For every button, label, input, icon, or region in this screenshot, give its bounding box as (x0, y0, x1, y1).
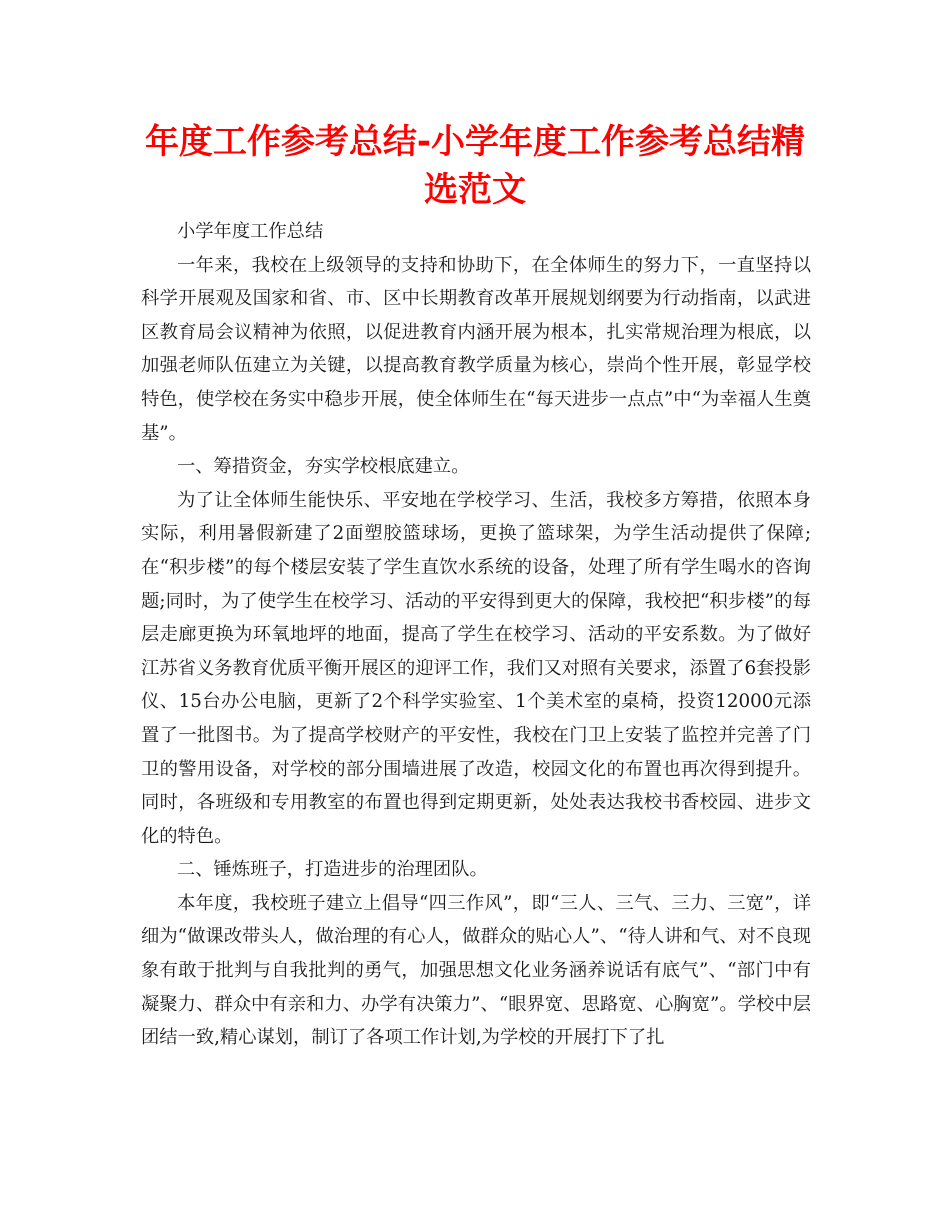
section-heading-1: 一、筹措资金，夯实学校根底建立。 (177, 456, 470, 478)
section-1-paragraph: 为了让全体师生能快乐、平安地在学校学习、生活，我校多方筹措，依照本身实际，利用暑假新建了2面塑胶篮球场，更换了篮球架，为学生活动提供了保障;在“积步楼”的每个楼层安装了学生直饮水系统的设备，处理了所有学生喝水的咨询题;同时，为了使学生在校学习、活动的平安得到更大的保障，我校把“积步楼”的每层走廊更换为环氧地坪的地面，提高了学生在校学习、活动的平安系数。为了做好江苏省义务教育优质平衡开展区的迎评工作，我们又对照有关要求，添置了6套投影仪、15台办公电脑，更新了2个科学实验室、1个美术室的桌椅，投资12000元添置了一批图书。为了提高学校财产的平安性，我校在门卫上安装了监控并完善了门卫的警用设备，对学校的部分围墙进展了改造，校园文化的布置也再次得到提升。同时，各班级和专用教室的布置也得到定期更新，处处表达我校书香校园、进步文化的特色。 (141, 489, 811, 847)
section-heading-2: 二、锤炼班子，打造进步的治理团队。 (177, 859, 488, 881)
intro-paragraph: 一年来，我校在上级领导的支持和协助下，在全体师生的努力下，一直坚持以科学开展观及国家和省、市、区中长期教育改革开展规划纲要为行动指南，以武进区教育局会议精神为依照，以促进教育内涵开展为根本，扎实常规治理为根底，以加强老师队伍建立为关键，以提高教育教学质量为核心，崇尚个性开展，彰显学校特色，使学校在务实中稳步开展，使全体师生在“每天进步一点点”中“为幸福人生奠基”。 (141, 254, 811, 444)
section-2-paragraph: 本年度，我校班子建立上倡导“四三作风”，即“三人、三气、三力、三宽”，详细为“做课改带头人，做治理的有心人，做群众的贴心人”、“待人讲和气、对不良现象有敢于批判与自我批判的勇气，加强思想文化业务涵养说话有底气”、“部门中有凝聚力、群众中有亲和力、办学有决策力”、“眼界宽、思路宽、心胸宽”。学校中层团结一致,精心谋划，制订了各项工作计划,为学校的开展打下了扎 (141, 892, 811, 1049)
subtitle-paragraph: 小学年度工作总结 (177, 221, 324, 242)
document-title: 年度工作参考总结-小学年度工作参考总结精选范文 (144, 122, 806, 210)
document-body (141, 215, 811, 1055)
